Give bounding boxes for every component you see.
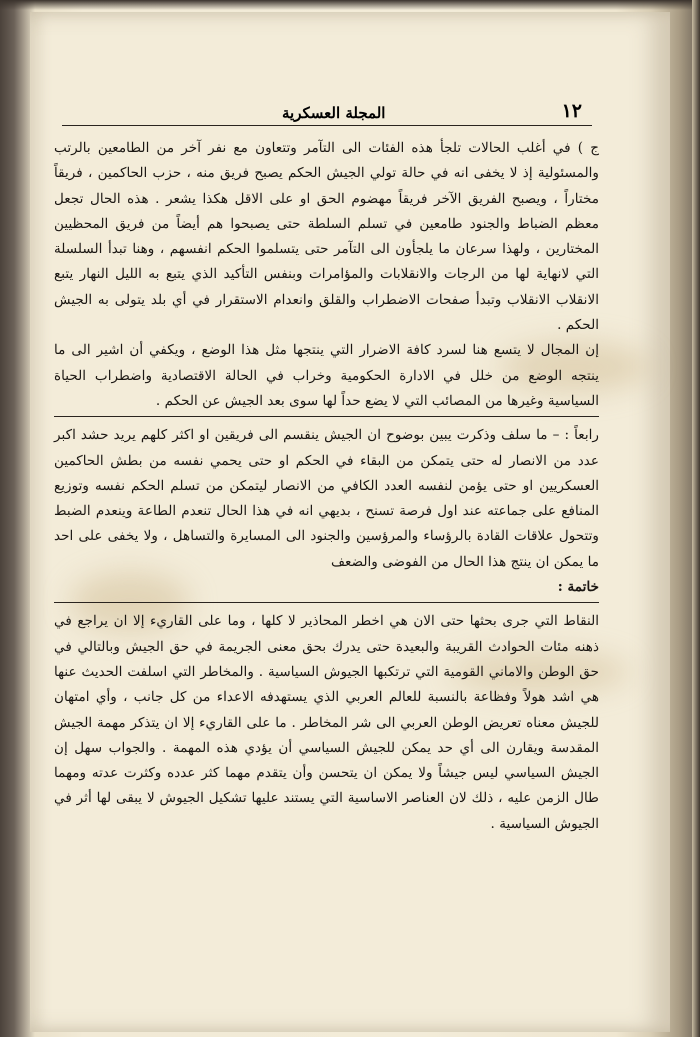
paragraph-harms: إن المجال لا يتسع هنا لسرد كافة الاضرار التي ينتجها مثل هذا الوضع ، ويكفي أن اشير الى ما ينتجه الوضع من خلل في الادارة الحكومية وخراب في الحالة الاقتصادية واضطراب الحياة السياسية وغيرها من المصائب التي لا يضع حداً لها سوى بعد الجيش عن الحكم . <box>54 342 599 409</box>
conclusion-heading: خاتمة : <box>557 579 599 596</box>
article-body <box>54 136 599 837</box>
section-divider <box>54 602 599 603</box>
journal-title: المجلة العسكرية <box>282 104 386 122</box>
paragraph-conclusion: النقاط التي جرى بحثها حتى الان هي اخطر المحاذير لا كلها ، وما على القاريء إلا ان يراجع في ذهنه مئات الحوادث القريبة والبعيدة حتى يدرك بحق معنى الجريمة في حق الجيش وبالتالي في حق الوطن والاماني القومية التي ترتكبها الجيوش السياسية . والمخاطر التي اسلفت الحديث عنها هي اشد هولاً وفظاعة بالنسبة للعالم العربي الذي يستهدفه الاعداء من كل جانب ، وأي امتهان للجيش معناه تعريض الوطن العربي الى شر المخاطر . ما على القاريء إلا ان يتذكر مهمة الجيش المقدسة ويقارن الى أي حد يمكن للجيش السياسي أن يؤدي هذه المهمة . والجواب سهل إن الجيش السياسي ليس جيشاً ولا يمكن ان يتحسن وأن يتقدم مهما كثر عدده وكثرت عدته ومهما طال الزمن عليه ، ذلك لان العناصر الاساسية التي يستند عليها تشكيل الجيوش لا يبقى لها أثر في الجيوش السياسية . <box>54 613 599 832</box>
page-number: ١٢ <box>561 100 582 122</box>
page-header <box>62 92 592 126</box>
paragraph-c: ج ) في أغلب الحالات تلجأ هذه الفئات الى التآمر وتتعاون مع نفر آخر من الطامعين بالرتب والمسئولية إذ لا يخفى انه في حالة تولي الجيش الحكم يصبح فريق منه ، حزب الحاكمين ، فريقاً مختاراً ، ويصبح الفريق الآخر فريقاً مهضوم الحق او على الاقل هكذا يشعر . هذه الحال تجعل معظم الضباط والجنود طامعين في تسلم السلطة حتى يصبحوا هم أيضاً من فريق المحظيين المختارين ، ولهذا سرعان ما يلجأون الى التآمر حتى يتسلموا الحكم انفسهم ، وهنا تبدأ السلسلة التي لانهاية لها من الرجات والانقلابات والمؤامرات وبنفس التأكيد الذي يتبع به الليل النهار يتبع الانقلاب الانقلاب وتبدأ صفحات الاضطراب والقلق وانعدام الاستقرار في أي بلد يتولى به الجيش الحكم . <box>54 140 599 334</box>
section-divider <box>54 416 599 417</box>
page-edge <box>692 0 700 1037</box>
paragraph-fourth: رابعاً : – ما سلف وذكرت يبين بوضوح ان الجيش ينقسم الى فريقين او اكثر كلهم يريد حشد اكبر عدد من الانصار له حتى يتمكن من البقاء في الحكم او حتى يحمي نفسه من بطش الحاكمين العسكريين او حتى يؤمن لنفسه العدد الكافي من الانصار ليتمكن من تسلم الحكم نفسه وتوزيع المنافع على جماعته عند اول فرصة تسنح ، بديهي انه في هذا الحال تنعدم الطاعة وينعدم الضبط وتتحول علاقات القادة بالرؤساء والمرؤسين والجنود الى المسايرة والتساهل ، ولا يخفى على احد ما يمكن ان ينتج هذا الحال من الفوضى والضعف <box>54 427 599 570</box>
top-shadow <box>0 0 700 10</box>
